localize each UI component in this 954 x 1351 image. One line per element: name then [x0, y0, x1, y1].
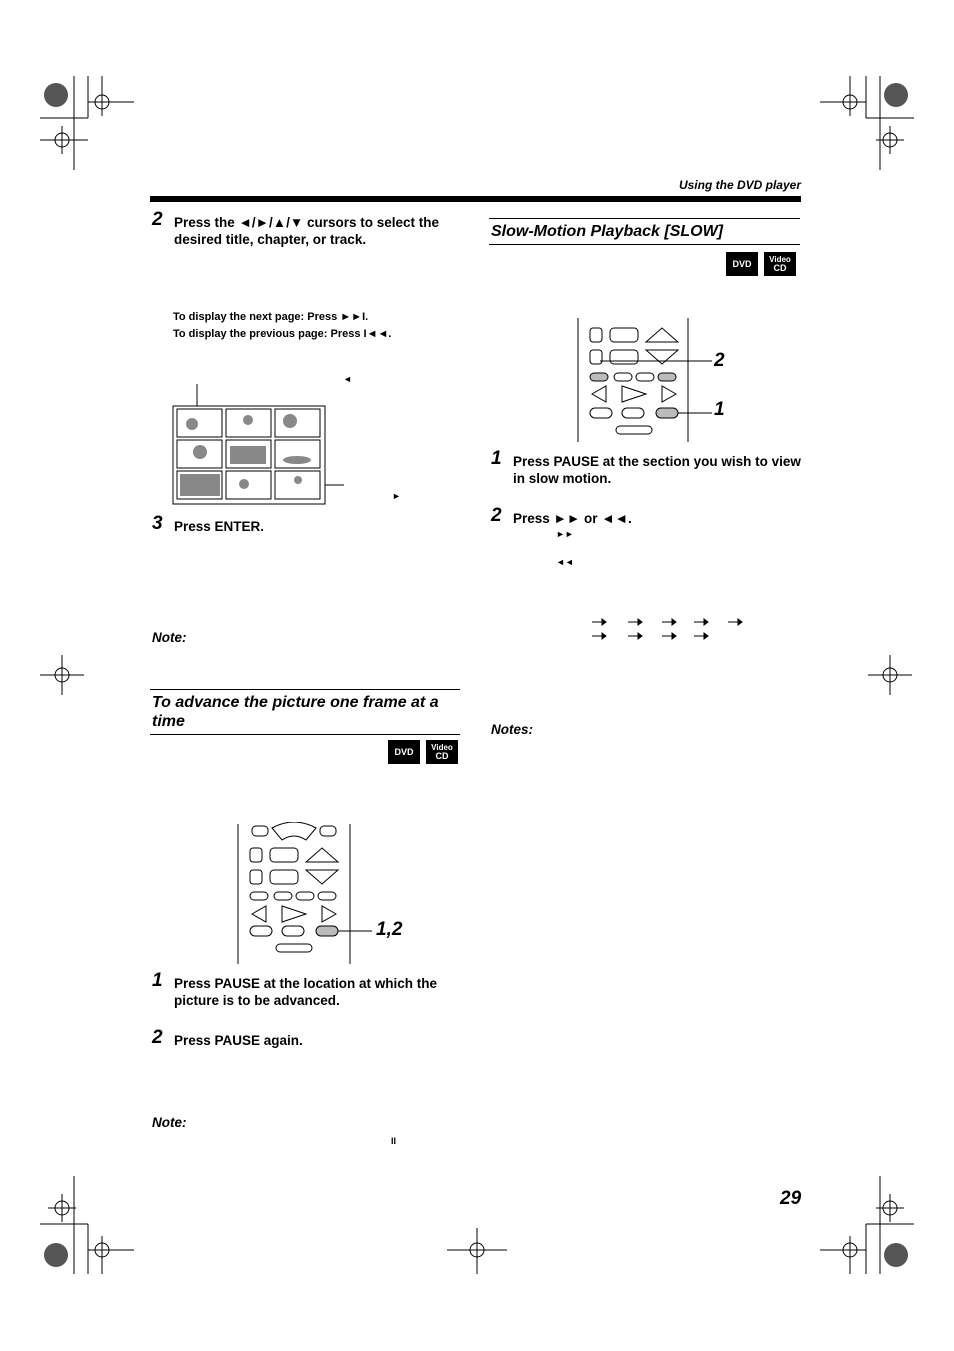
step-number: 2	[152, 1027, 163, 1048]
step-text: Press ENTER.	[174, 519, 265, 534]
slow-rule-bottom	[489, 244, 800, 245]
dvd-badge-text: DVD	[732, 259, 752, 269]
step-number: 2	[152, 209, 163, 230]
vcd-badge-top: Video	[431, 743, 453, 752]
rewind-icon: ◄◄	[556, 557, 574, 567]
step-number: 1	[152, 970, 163, 991]
dvd-badge	[726, 252, 758, 276]
vcd-badge-bottom: CD	[435, 751, 449, 761]
vcd-badge	[764, 252, 796, 276]
thumbnail-grid	[172, 384, 352, 508]
section-rule-bottom	[150, 734, 460, 735]
speed-sequence-arrows	[588, 616, 748, 642]
step-2-select	[152, 209, 452, 248]
step-number: 3	[152, 513, 163, 534]
slow-motion-title: Slow-Motion Playback [SLOW]	[491, 223, 724, 240]
pause-icon: II	[391, 1136, 397, 1146]
remote-illustration-slow	[576, 316, 716, 444]
right-marker-icon: ►	[392, 491, 401, 501]
vcd-badge-bottom: CD	[773, 263, 787, 273]
left-marker-icon: ◄	[343, 374, 352, 384]
next-page-hint: To display the next page: Press ►►I.	[173, 311, 369, 323]
slow-rule-top	[489, 218, 800, 219]
step-text: Press PAUSE again.	[174, 1033, 303, 1048]
step-text: Press PAUSE at the location at which the picture is to be advanced.	[174, 976, 438, 1008]
step-text: Press the ◄/►/▲/▼ cursors to select the desired title, chapter, or track.	[174, 215, 440, 247]
step-number: 2	[491, 505, 502, 526]
dvd-badge	[388, 740, 420, 764]
slow-step-1	[491, 448, 801, 487]
prev-page-hint: To display the previous page: Press I◄◄.	[173, 328, 392, 340]
remote-illustration-frame	[236, 822, 376, 964]
step-text: Press PAUSE at the section you wish to view in slow motion.	[513, 454, 801, 486]
slow-step-2	[491, 505, 801, 527]
dvd-badge-text: DVD	[394, 747, 414, 757]
frame-note-label: Note:	[152, 1115, 187, 1130]
vcd-badge-top: Video	[769, 255, 791, 264]
callout-2: 2	[714, 350, 725, 371]
frame-advance-title: To advance the picture one frame at a time	[152, 694, 439, 730]
step-1-pause	[152, 970, 452, 1009]
callout-1: 1	[714, 399, 725, 420]
step-2-pause-again	[152, 1027, 452, 1049]
vcd-badge	[426, 740, 458, 764]
note-label: Note:	[152, 630, 187, 645]
page-number: 29	[780, 1188, 802, 1209]
step-text: Press ►► or ◄◄.	[513, 511, 632, 526]
step-number: 1	[491, 448, 502, 469]
slow-notes-label: Notes:	[491, 722, 534, 737]
step-3-enter	[152, 513, 452, 535]
fast-forward-icon: ►►	[556, 529, 574, 539]
section-header: Using the DVD player	[678, 178, 801, 192]
header-rule	[150, 196, 801, 202]
callout-1-2: 1,2	[376, 919, 403, 940]
section-rule-top	[150, 689, 460, 690]
